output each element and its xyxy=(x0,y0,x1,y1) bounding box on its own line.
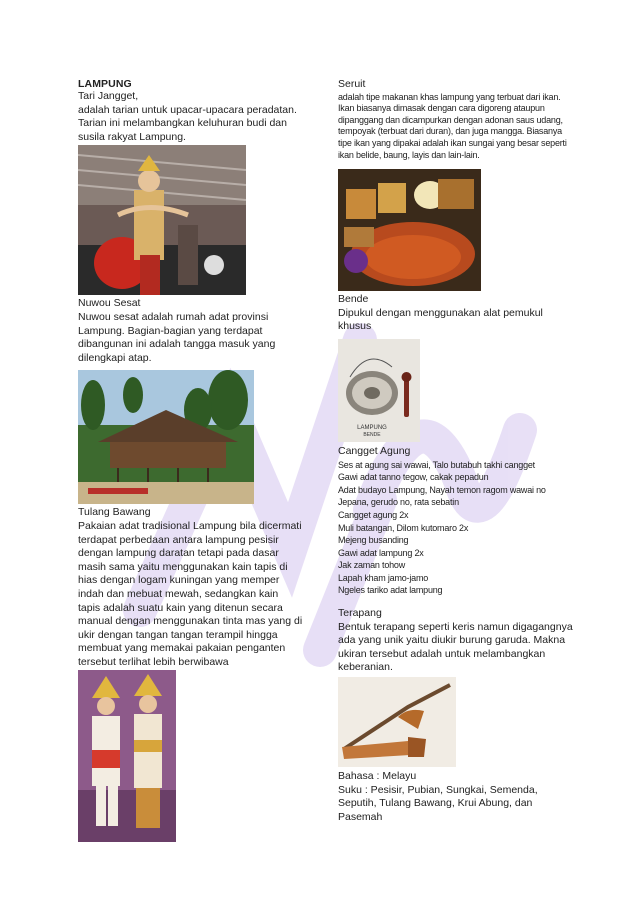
cangget-agung-lyrics: Ses at agung sai wawai, Talo butabuh takhi cangget Gawi adat tanno tegow, cakak pepadun Adat budayo Lampung, Nayah temon ragom wawai no Jepana, gerudo no, rata sebatin Cangget agung 2x Muli batangan, Dilom kutomaro 2x Mejeng busanding Gawi adat lampung 2x Jak zaman tohow Lapah kham jamo-jamo Ngeles tariko adat lampung xyxy=(338,459,546,596)
nuwou-sesat-photo xyxy=(78,370,254,504)
cangget-agung-heading: Cangget Agung xyxy=(338,444,411,457)
bende-photo xyxy=(338,339,420,442)
terapang-text: Bentuk terapang seperti keris namun digagangnya ada yang unik yaitu diukir burung garuda. Makna ukiran tersebut adalah untuk melambangkan keberanian. xyxy=(338,620,573,674)
seruit-text: adalah tipe makanan khas lampung yang terbuat dari ikan. Ikan biasanya dimasak dengan cara digoreng ataupun dipanggang dan dicampurkan dengan adonan saus udang, tempoyak (terbuat dari duran), dan juga mangga. Biasanya tipe ikan yang dipakai adalah ikan sungai yang besar seperti ikan belide, baung, layis dan lain-lain. xyxy=(338,91,567,160)
page-title: LAMPUNG xyxy=(78,78,132,90)
tari-text: adalah tarian untuk upacar-upacara peradatan. Tarian ini melambangkan keluhuran budi dan susila rakyat Lampung. xyxy=(78,103,297,143)
tari-heading: Tari Jangget, xyxy=(78,90,139,102)
right-column xyxy=(338,78,573,824)
suku-text: Suku : Pesisir, Pubian, Sungkai, Semenda, Seputih, Tulang Bawang, Krui Abung, dan Pasemah xyxy=(338,783,538,823)
bende-text: Dipukul dengan menggunakan alat pemukul khusus xyxy=(338,306,543,333)
nuwou-text: Nuwou sesat adalah rumah adat provinsi Lampung. Bagian-bagian yang terdapat dibangunan ini adalah tangga masuk yang dilengkapi atap. xyxy=(78,310,276,364)
nuwou-heading: Nuwou Sesat xyxy=(78,297,141,310)
seruit-heading: Seruit xyxy=(338,78,366,90)
pakaian-adat-photo xyxy=(78,670,176,842)
bende-heading: Bende xyxy=(338,293,369,306)
left-column xyxy=(78,78,303,842)
terapang-photo xyxy=(338,677,456,767)
bahasa-text: Bahasa : Melayu xyxy=(338,770,417,783)
tulang-bawang-text: Pakaian adat tradisional Lampung bila dicermati terdapat perbedaan antara lampung pesisir dengan lampung daratan tetapi pada dasar masih sama yaitu menggunakan kain tapis di hias dengan logam kuningan yang memper indah dan mebuat mewah, sedangkan kain tapis adalah suatu kain yang ditenun secara manual dengan menggunakan tinta mas yang di ukir dengan tangan tangan terampil hingga membuat yang memakai pakaian penganten tersebut terlihat lebih berwibawa xyxy=(78,519,303,668)
tari-jangget-photo xyxy=(78,145,246,295)
bende-caption-2: BENDE xyxy=(363,431,381,438)
terapang-heading: Terapang xyxy=(338,607,382,620)
seruit-photo xyxy=(338,169,481,291)
bende-caption: LAMPUNG xyxy=(357,424,387,431)
tulang-bawang-heading: Tulang Bawang xyxy=(78,506,151,519)
